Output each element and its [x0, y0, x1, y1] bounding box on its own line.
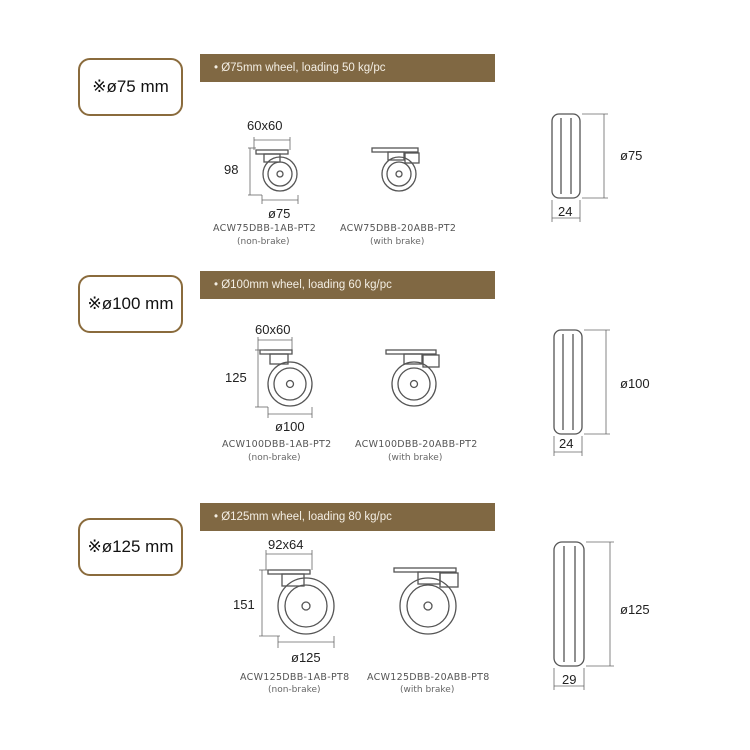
- model-code-with-brake: ACW75DBB-20ABB-PT2: [340, 223, 457, 234]
- profile-diameter-label: ø125: [620, 602, 650, 617]
- model-note-non-brake: (non-brake): [268, 685, 321, 695]
- caster-non-brake-drawing: [259, 550, 334, 648]
- diameter-label: ø75: [268, 206, 291, 221]
- height-label: 125: [225, 370, 247, 385]
- model-note-non-brake: (non-brake): [248, 453, 301, 463]
- plate-size-label: 60x60: [255, 322, 291, 337]
- profile-diameter-label: ø75: [620, 148, 643, 163]
- profile-width-label: 24: [558, 204, 573, 219]
- profile-width-label: 24: [559, 436, 574, 451]
- height-label: 98: [224, 162, 239, 177]
- profile-width-label: 29: [562, 672, 577, 687]
- size-tag: ※ø100 mm: [78, 275, 183, 333]
- model-note-non-brake: (non-brake): [237, 237, 290, 247]
- spec-banner: • Ø75mm wheel, loading 50 kg/pc: [200, 54, 495, 82]
- model-note-with-brake: (with brake): [388, 453, 443, 463]
- model-code-non-brake: ACW100DBB-1AB-PT2: [222, 439, 332, 450]
- diameter-label: ø125: [291, 650, 321, 665]
- model-note-with-brake: (with brake): [370, 237, 425, 247]
- model-code-non-brake: ACW125DBB-1AB-PT8: [240, 672, 350, 683]
- spec-banner: • Ø100mm wheel, loading 60 kg/pc: [200, 271, 495, 299]
- size-tag: ※ø125 mm: [78, 518, 183, 576]
- size-tag: ※ø75 mm: [78, 58, 183, 116]
- model-note-with-brake: (with brake): [400, 685, 455, 695]
- wheel-profile-drawing: [554, 542, 614, 690]
- profile-diameter-label: ø100: [620, 376, 650, 391]
- plate-size-label: 92x64: [268, 537, 304, 552]
- model-code-with-brake: ACW125DBB-20ABB-PT8: [367, 672, 490, 683]
- diameter-label: ø100: [275, 419, 305, 434]
- model-code-non-brake: ACW75DBB-1AB-PT2: [213, 223, 317, 234]
- caster-with-brake-drawing: [394, 568, 458, 634]
- plate-size-label: 60x60: [247, 118, 283, 133]
- model-code-with-brake: ACW100DBB-20ABB-PT2: [355, 439, 478, 450]
- height-label: 151: [233, 597, 255, 612]
- spec-banner: • Ø125mm wheel, loading 80 kg/pc: [200, 503, 495, 531]
